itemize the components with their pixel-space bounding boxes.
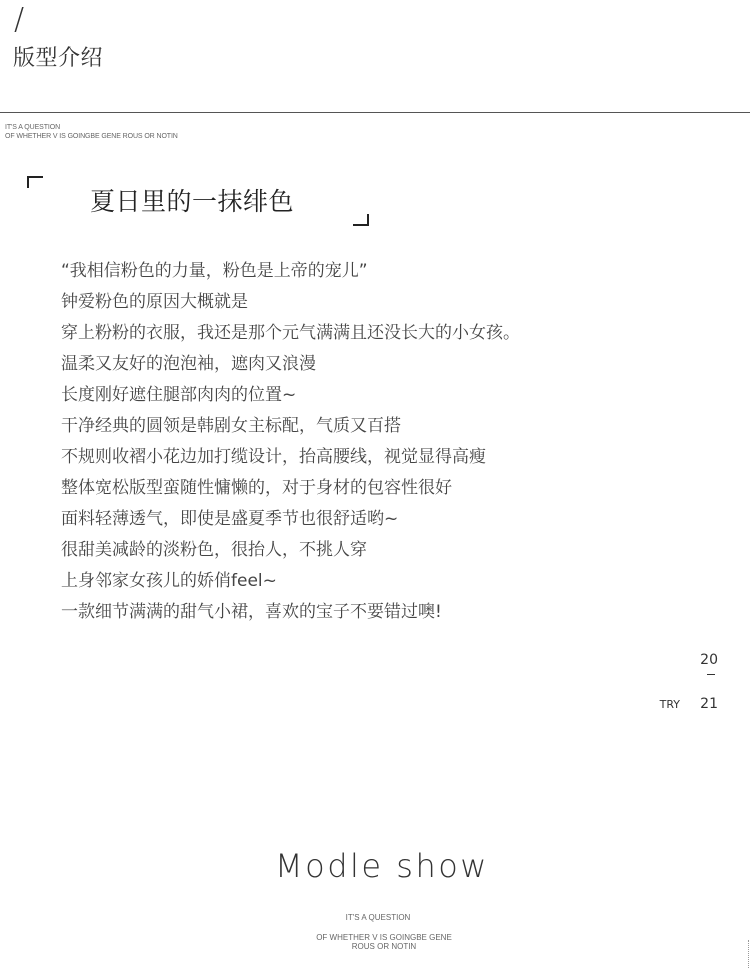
edge-mark: [747, 940, 749, 968]
header-tagline-line-1: IT'S A QUESTION: [5, 124, 61, 131]
show-tagline-line-1: OF WHETHER V IS GOINGBE GENE: [316, 933, 452, 942]
show-title: Modle show: [275, 847, 489, 885]
show-question: IT'S A QUESTION: [345, 913, 411, 922]
year-bottom: 21: [700, 696, 718, 712]
slash-mark: /: [14, 2, 25, 37]
corner-bracket-top-left: [27, 176, 43, 188]
description-line: 温柔又友好的泡泡袖，遮肉又浪漫: [61, 354, 316, 374]
description-line: 长度刚好遮住腿部肉肉的位置~: [61, 385, 297, 405]
description-line: 整体宽松版型蛮随性慵懒的，对于身材的包容性很好: [61, 478, 452, 498]
description-line: 穿上粉粉的衣服，我还是那个元气满满且还没长大的小女孩。: [61, 323, 520, 343]
corner-bracket-bottom-right: [353, 214, 369, 226]
description-line: 面料轻薄透气，即使是盛夏季节也很舒适哟~: [61, 509, 399, 529]
section-heading: 夏日里的一抹绯色: [90, 187, 295, 216]
year-dash: [707, 674, 715, 675]
try-label: TRY: [659, 698, 680, 711]
description-line: 不规则收褶小花边加打缆设计，抬高腰线，视觉显得高瘦: [61, 447, 486, 467]
header-tagline-line-2: OF WHETHER V IS GOINGBE GENE ROUS OR NOTIN: [5, 133, 178, 140]
description-list: [61, 256, 520, 628]
description-line: 干净经典的圆领是韩剧女主标配，气质又百搭: [61, 416, 401, 436]
page-title: 版型介绍: [13, 46, 104, 71]
header-tagline: [5, 123, 178, 141]
description-line: 上身邻家女孩儿的娇俏feel~: [61, 571, 277, 591]
description-line: “我相信粉色的力量，粉色是上帝的宠儿”: [61, 261, 368, 281]
description-line: 一款细节满满的甜气小裙，喜欢的宝子不要错过噢!: [61, 602, 442, 622]
show-tagline: [0, 933, 750, 951]
year-top: 20: [700, 652, 718, 668]
header-divider: [0, 112, 750, 113]
show-tagline-line-2: ROUS OR NOTIN: [351, 942, 417, 951]
year-badge: [598, 650, 718, 714]
description-line: 很甜美减龄的淡粉色，很抬人，不挑人穿: [61, 540, 367, 560]
description-line: 钟爱粉色的原因大概就是: [61, 292, 248, 312]
